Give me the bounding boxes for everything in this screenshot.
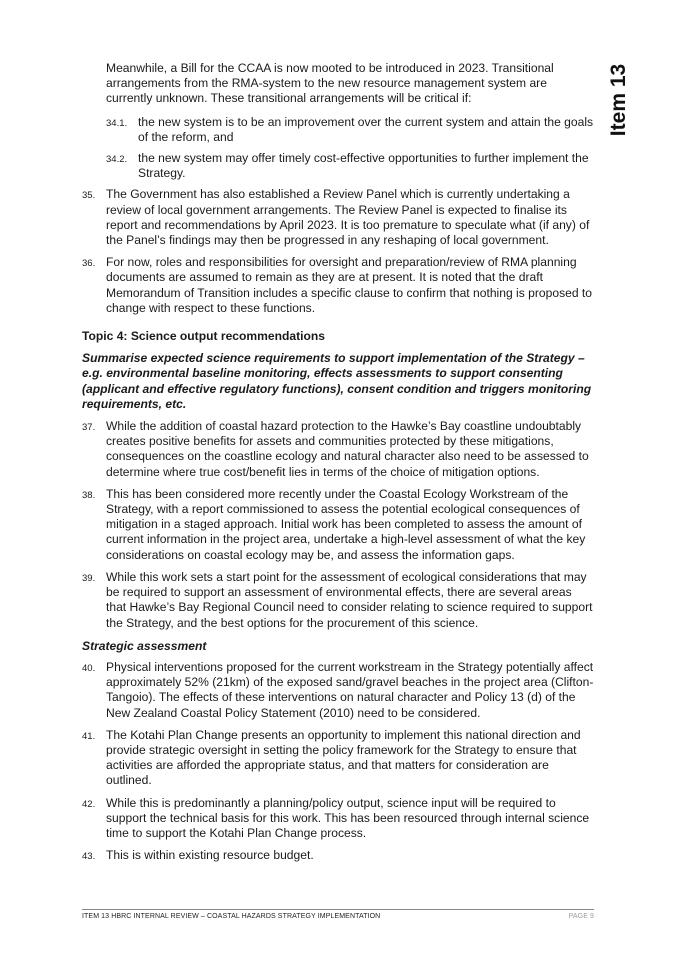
item-side-tab — [599, 60, 639, 140]
numbered-paragraph — [82, 728, 594, 789]
paragraph-text: The Kotahi Plan Change presents an opportunity to implement this national direction and provide strategic oversight in setting the policy framework for the Strategy to ensure that activities are afforded the appropriate status, and that matters for consideration are outlined. — [106, 727, 581, 788]
paragraph-number: 43. — [82, 851, 96, 863]
paragraph-text: While this work sets a start point for the assessment of ecological considerations that may be required to support an assessment of environmental effects, there are several areas that Hawke’s Bay Regional Council need to consider relating to science required to support the Strategy, and the best options for the procurement of this science. — [106, 569, 593, 630]
sub-item-text: the new system is to be an improvement over the current system and attain the goals of the reform, and — [138, 114, 594, 144]
sub-item — [82, 115, 594, 145]
paragraph-number: 35. — [82, 190, 96, 202]
intro-paragraph: Meanwhile, a Bill for the CCAA is now mooted to be introduced in 2023. Transitional arrangements from the RMA-system to the new resource management system are currently unknown. These transitional arrangements will be critical if: — [106, 61, 554, 106]
strategic-assessment-heading: Strategic assessment — [82, 638, 207, 653]
numbered-paragraph — [82, 796, 594, 842]
sub-item — [82, 151, 594, 181]
sub-item-text: the new system may offer timely cost-effective opportunities to further implement the Strategy. — [138, 151, 589, 181]
paragraph-number: 39. — [82, 572, 96, 584]
document-body — [82, 61, 594, 871]
paragraph-text: Physical interventions proposed for the current workstream in the Strategy potentially affect approximately 52% (21km) of the exposed sand/gravel beaches in the project area (Clifton-Tangoio). The effects of these interventions on natural character and Policy 13 (d) of the New Zealand Coastal Policy Statement (2010) need to be considered. — [106, 659, 594, 720]
page-footer — [82, 909, 594, 920]
numbered-paragraph — [82, 487, 594, 563]
numbered-paragraph — [82, 419, 594, 480]
paragraph-number: 36. — [82, 258, 96, 270]
paragraph-number: 40. — [82, 662, 96, 674]
paragraph-number: 37. — [82, 422, 96, 434]
paragraph-text: For now, roles and responsibilities for oversight and preparation/review of RMA planning documents are assumed to remain as they are at present. It is noted that the draft Memorandum of Transition includes a specific clause to confirm that nothing is proposed to change with respect to these functions. — [106, 255, 593, 315]
paragraph-text: This has been considered more recently under the Coastal Ecology Workstream of the Strategy, with a report commissioned to assess the potential ecological consequences of mitigation in a staged approach. Initial work has been completed to assess the amount of current information in the project area, undertake a high-level assessment of what the key considerations on coastal ecology may be, and assess the information gaps. — [106, 486, 586, 562]
numbered-paragraph — [82, 255, 594, 316]
numbered-paragraph — [82, 187, 594, 248]
paragraph-text: While this is predominantly a planning/policy output, science input will be required to support the technical basis for this work. This has been resourced through internal science time to support the Kotahi Plan Change process. — [106, 795, 590, 840]
paragraph-text: This is within existing resource budget. — [106, 848, 314, 863]
paragraph-text: The Government has also established a Review Panel which is currently undertaking a review of local government arrangements. The Review Panel is expected to finalise its report and recommendations by April 2023. It is too premature to speculate what (if any) of the Panel’s findings may then be progressed in any reshaping of local government. — [106, 187, 590, 248]
item-tab-label: Item 13 — [607, 63, 630, 137]
numbered-paragraph — [82, 660, 594, 721]
topic-heading: Topic 4: Science output recommendations — [82, 329, 326, 344]
paragraph-number: 41. — [82, 730, 96, 742]
paragraph-number: 42. — [82, 798, 96, 810]
footer-page-number: PAGE 9 — [568, 913, 594, 920]
topic-subheading: Summarise expected science requirements to support implementation of the Strategy – e.g. environmental baseline monitoring, effects assessments to support consenting (applicant and effective regulatory functions), consent condition and triggers monitoring requirements, etc. — [82, 351, 592, 411]
paragraph-number: 38. — [82, 489, 96, 501]
sub-item-number: 34.2. — [106, 154, 128, 166]
numbered-paragraph — [82, 570, 594, 631]
footer-document-title: ITEM 13 HBRC INTERNAL REVIEW – COASTAL HAZARDS STRATEGY IMPLEMENTATION — [82, 913, 381, 920]
paragraph-text: While the addition of coastal hazard protection to the Hawke’s Bay coastline undoubtably creates positive benefits for assets and communities protected by these mitigations, consequences on the coastline ecology and natural character also need to be assessed to determine where true cost/benefit lies in terms of the choice of mitigation options. — [106, 419, 589, 479]
numbered-paragraph — [82, 848, 594, 864]
sub-item-number: 34.1. — [106, 117, 128, 129]
